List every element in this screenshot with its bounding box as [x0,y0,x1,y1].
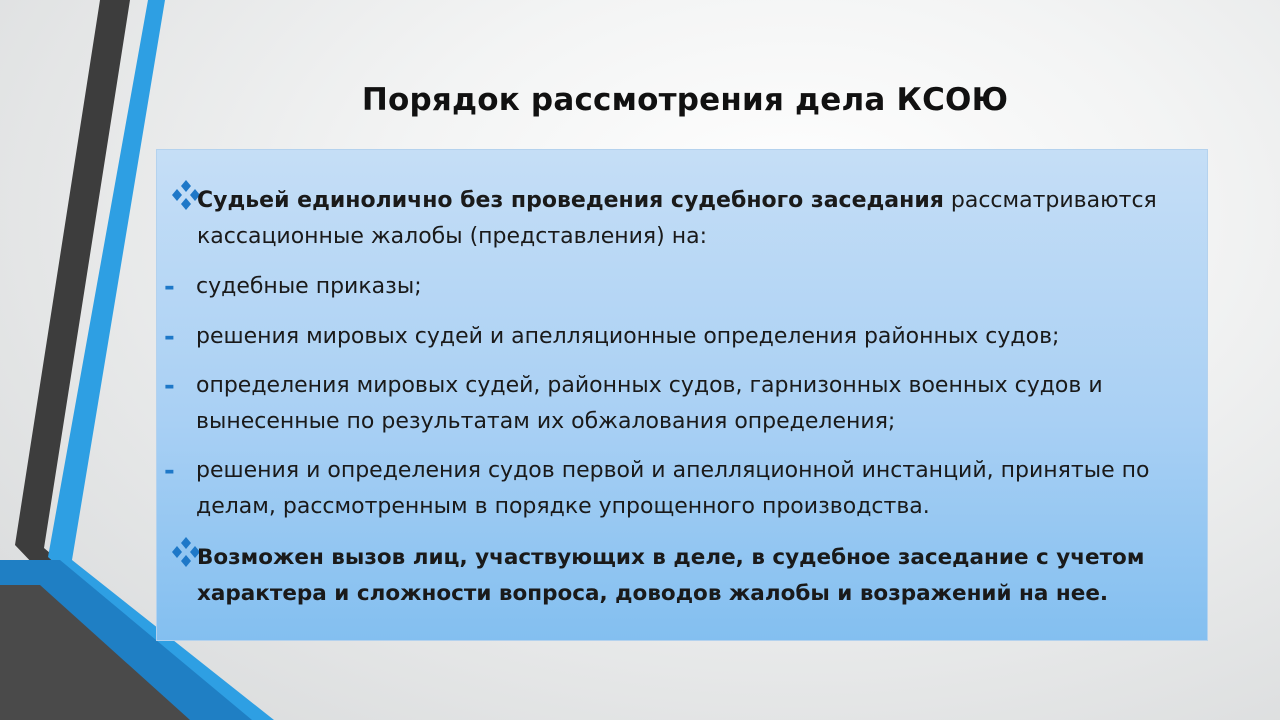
dash-marker: - [164,272,175,302]
list-item [164,368,1204,440]
content-box [156,149,1208,641]
list-item-text: решения и определения судов первой и апелляционной инстанций, принятые по делам, рассмотренным в порядке упрощенного производства. [196,458,1150,519]
bullet-1-rest: рассматриваются кассационные жалобы (представления) на: [197,188,1157,249]
bullet-1-bold: Судьей единолично без проведения судебного заседания [197,188,944,213]
list-item [164,319,1204,355]
list-item-text: определения мировых судей, районных судов, гарнизонных военных судов и вынесенные по результатам их обжалования определения; [196,373,1103,434]
dash-marker: - [164,456,175,486]
dash-marker: - [164,371,175,401]
slide-title: Порядок рассмотрения дела КСОЮ [361,82,1009,118]
list-item-text: судебные приказы; [196,274,422,299]
dash-marker: - [164,322,175,352]
bullet-paragraph-2: Возможен вызов лиц, участвующих в деле, в судебное заседание с учетом характера и сложности вопроса, доводов жалобы и возражений на нее. [197,545,1145,606]
bullet-paragraph-1 [197,183,1197,255]
list-item-text: решения мировых судей и апелляционные определения районных судов; [196,324,1060,349]
list-item [164,453,1204,525]
list-item [164,269,1204,305]
